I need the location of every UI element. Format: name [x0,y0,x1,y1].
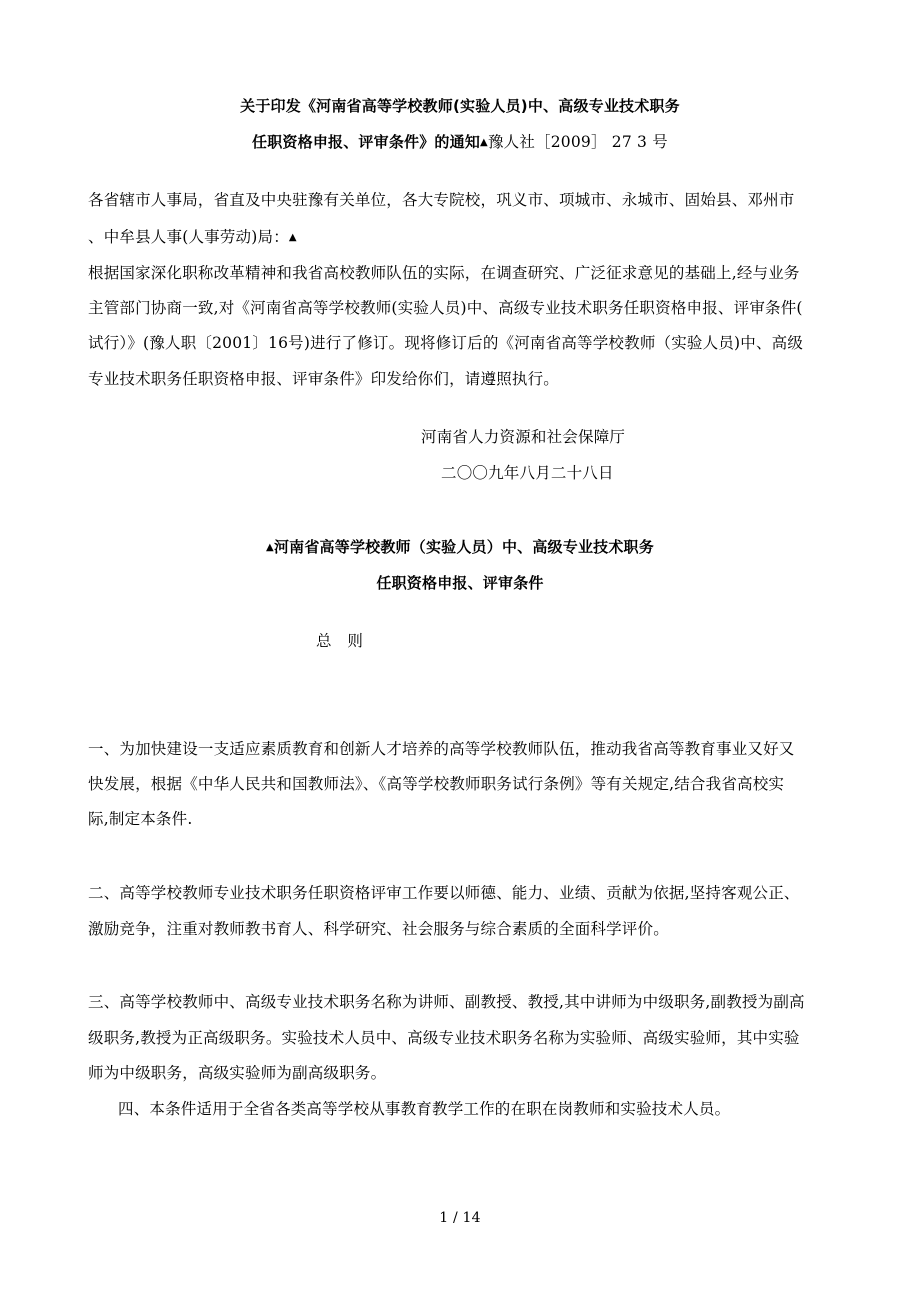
notice-title-line2 [0,132,920,153]
article3-line2: 级职务,教授为正高级职务。实验技术人员中、高级专业技术职务名称为实验师、高级实验师，其中实验 [88,1029,800,1047]
body-line2: 主管部门协商一致,对《河南省高等学校教师(实验人员)中、高级专业技术职务任职资格申报、评审条件( [88,299,803,317]
addressee-line2 [88,227,297,248]
attachment-title-line1-text: 河南省高等学校教师（实验人员）中、高级专业技术职务 [273,538,654,556]
body-line1: 根据国家深化职称改革精神和我省高校教师队伍的实际，在调查研究、广泛征求意见的基础上,经与业务 [88,264,800,282]
page-number: 1 / 14 [439,1210,481,1226]
article3-line1: 三、高等学校教师中、高级专业技术职务名称为讲师、副教授、教授,其中讲师为中级职务,副教授为副高 [88,993,805,1011]
marker-icon: ▲ [288,232,297,243]
doc-number: 豫人社［2009］ 27 3 号 [487,133,668,151]
article4-line1: 四、本条件适用于全省各类高等学校从事教育教学工作的在职在岗教师和实验技术人员。 [118,1100,731,1118]
attachment-title-line2: 任职资格申报、评审条件 [376,574,544,592]
signature-issuer: 河南省人力资源和社会保障厅 [421,428,626,446]
article2-line1: 二、高等学校教师专业技术职务任职资格评审工作要以师德、能力、业绩、贡献为依据,坚持客观公正、 [88,884,800,902]
marker-icon: ▲ [266,542,274,553]
marker-icon: ▲ [480,137,488,148]
addressee-line1: 各省辖市人事局，省直及中央驻豫有关单位，各大专院校，巩义市、项城市、永城市、固始县、邓州市 [88,191,795,209]
notice-title-line2-text: 任职资格申报、评审条件》的通知 [252,133,481,151]
article3-line3: 师为中级职务，高级实验师为副高级职务。 [88,1064,387,1082]
notice-title-line1: 关于印发《河南省高等学校教师(实验人员)中、高级专业技术职务 [240,97,680,115]
addressee-line2-text: 、中牟县人事(人事劳动)局： [88,228,289,246]
signature-date: 二〇〇九年八月二十八日 [441,464,614,482]
attachment-title-line1 [0,537,920,558]
section-heading: 总 则 [316,632,364,650]
article1-line1: 一、为加快建设一支适应素质教育和创新人才培养的高等学校教师队伍，推动我省高等教育事业又好又 [88,740,795,758]
article2-line2: 激励竞争，注重对教师教书育人、科学研究、社会服务与综合素质的全面科学评价。 [88,920,669,938]
body-line4: 专业技术职务任职资格申报、评审条件》印发给你们，请遵照执行。 [88,370,560,388]
article1-line3: 际,制定本条件. [88,810,193,828]
body-line3: 试行）》(豫人职〔2001〕16号)进行了修订。现将修订后的《河南省高等学校教师（实验人员)中、高级 [88,334,804,352]
article1-line2: 快发展，根据《中华人民共和国教师法》、《高等学校教师职务试行条例》等有关规定,结合我省高校实 [88,775,785,793]
